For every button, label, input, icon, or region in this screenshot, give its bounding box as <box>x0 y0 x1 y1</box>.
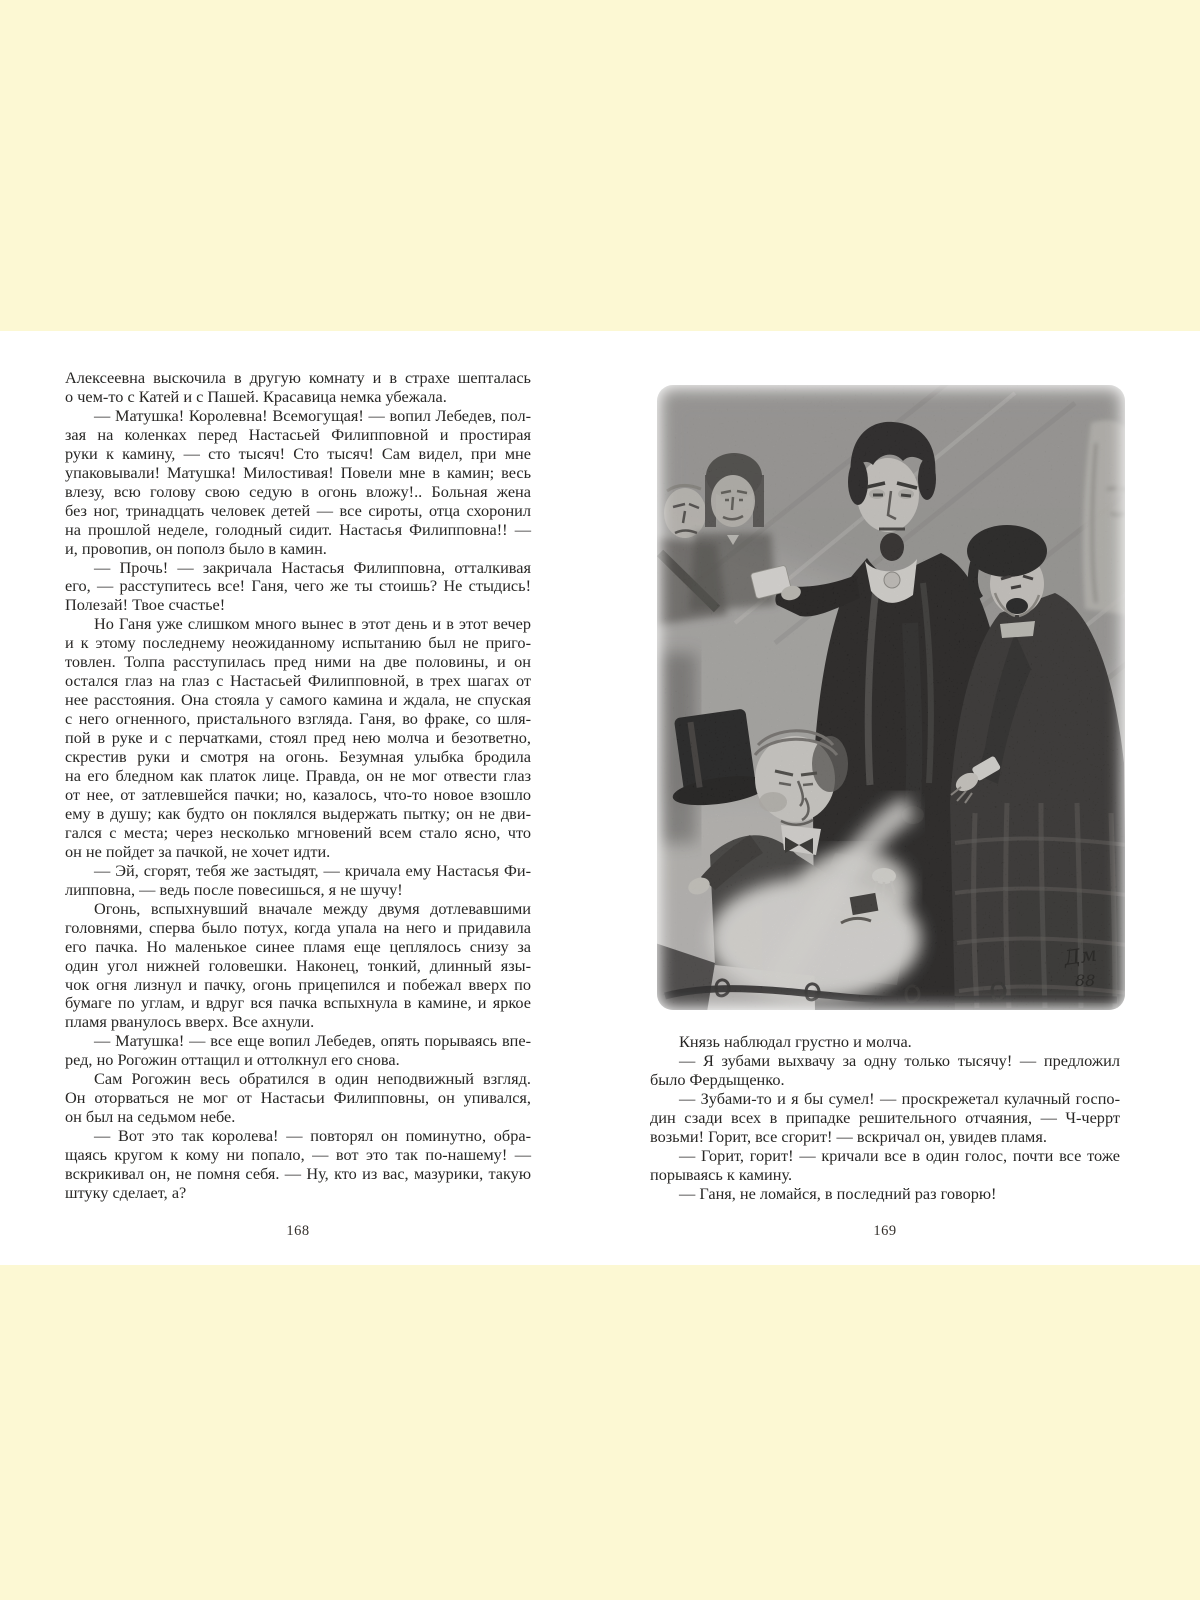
text-line: — Я зубами выхвачу за одну только тысячу! — предложил <box>679 1050 1120 1070</box>
text-line: Полезай! Твое счастье! <box>65 595 226 615</box>
charcoal-grain-light <box>655 383 1127 1012</box>
text-line: его, — расступитесь все! Ганя, чего же ты стоишь? Не стыдись! <box>65 576 531 596</box>
text-line: — Прочь! — закричала Настасья Филипповна, отталкивая <box>94 557 531 577</box>
artist-signature: Дм <box>1062 941 1099 970</box>
text-line: влезу, всю голову свою седую в огонь вложу!.. Больная жена <box>65 481 531 501</box>
text-line: скрестив руки и смотря на огонь. Безумная улыбка бродила <box>65 747 531 767</box>
text-line: чок огня лизнул и пачку, огонь прицепился и побежал вверх по <box>65 974 531 994</box>
text-line: — Эй, сгорят, тебя же застыдят, — кричала ему Настасья Фи- <box>94 860 531 880</box>
page-number-left: 168 <box>286 1223 310 1239</box>
text-line: дин сзади всех в припадке решительного отчаяния, — Ч-черрт <box>650 1107 1120 1127</box>
text-line: — Зубами-то и я бы сумел! — проскрежетал кулачный госпо- <box>679 1088 1120 1108</box>
text-line: один угол нижней головешки. Наконец, тонкий, длинный язы- <box>65 955 531 975</box>
text-line: щаясь кругом к кому ни попало, — вот это так по-нашему! — <box>65 1145 531 1165</box>
page-number-right: 169 <box>873 1223 897 1239</box>
text-line: было Фердыщенко. <box>650 1069 785 1089</box>
illustration-svg <box>655 383 1127 1012</box>
text-line: пой в руке и с перчатками, стоял пред нею молча и безответно, <box>65 728 531 748</box>
text-line: — Матушка! Королевна! Всемогущая! — вопил Лебедев, пол- <box>94 405 531 425</box>
text-line: упаковывали! Матушка! Милостивая! Повели мне в камин; весь <box>65 462 531 482</box>
text-line: пламя рванулось вверх. Все ахнули. <box>65 1012 315 1032</box>
text-line: Он оторваться не мог от Настасьи Филипповны, он упивался, <box>65 1088 531 1108</box>
text-line: он не пойдет за пачкой, не хочет идти. <box>65 841 331 861</box>
text-line: на прошлой неделе, голодный сидит. Настасья Филипповна!! — <box>65 519 531 539</box>
text-line: от нее, от затлевшейся пачки; но, казалось, что-то новое взошло <box>65 784 531 804</box>
text-line: руки к камину, — сто тысяч! Сто тысяч! Сам видел, при мне <box>65 443 531 463</box>
text-line: штуку сделает, а? <box>65 1182 187 1202</box>
text-line: его пачка. Но маленькое синее пламя еще цеплялось снизу за <box>65 936 531 956</box>
text-line: и к этому последнему неожиданному испытанию был не приго- <box>65 633 531 653</box>
text-line: ред, но Рогожин оттащил и оттолкнул его снова. <box>65 1050 400 1070</box>
right-page-text <box>650 1033 1120 1204</box>
text-line: зая на коленках перед Настасьей Филипповной и простирая <box>65 424 531 444</box>
text-line: вскрикивал он, не помня себя. — Ну, кто из вас, мазурики, такую <box>65 1164 531 1184</box>
text-line: — Ганя, не ломайся, в последний раз говорю! <box>679 1183 997 1203</box>
text-line: товлен. Толпа расступилась пред ними на две половины, и он <box>65 652 531 672</box>
text-line: без ног, тринадцать человек детей — все сироты, отца схоронил <box>65 500 531 520</box>
text-line: Сам Рогожин весь обратился в один неподвижный взгляд. <box>94 1069 531 1089</box>
book-illustration <box>655 383 1127 1012</box>
text-line: Огонь, вспыхнувший вначале между двумя дотлевавшими <box>94 898 531 918</box>
text-line: с него огненного, пристального взгляда. Ганя, во фраке, со шля- <box>65 709 531 729</box>
text-line: порываясь к камину. <box>650 1164 793 1184</box>
text-line: возьми! Горит, все сгорит! — вскричал он, увидев пламя. <box>650 1126 1047 1146</box>
text-line: — Матушка! — все еще вопил Лебедев, опять порываясь впе- <box>94 1031 531 1051</box>
left-page-text <box>65 369 531 1203</box>
text-line: Алексеевна выскочила в другую комнату и в страхе шепталась <box>65 368 531 387</box>
text-line: головнями, сперва было потух, когда упала на него и придавила <box>65 917 531 937</box>
text-line: липповна, — ведь после повесишься, я не шучу! <box>65 879 403 899</box>
text-line: остался глаз на глаз с Настасьей Филипповной, в трех шагах от <box>65 671 531 691</box>
text-line: Князь наблюдал грустно и молча. <box>679 1032 912 1051</box>
artist-signature-year: 88 <box>1075 971 1096 990</box>
text-line: — Вот это так королева! — повторял он поминутно, обра- <box>94 1126 531 1146</box>
text-line: и, провопив, он пополз было в камин. <box>65 538 327 558</box>
text-line: на его бледном как платок лице. Правда, он не мог отвести глаз <box>65 766 531 786</box>
text-line: гался с места; через несколько мгновений всем стало ясно, что <box>65 822 531 842</box>
text-line: Но Ганя уже слишком много вынес в этот день и в этот вечер <box>94 614 531 634</box>
text-line: — Горит, горит! — кричали все в один голос, почти все тоже <box>679 1145 1120 1165</box>
text-line: бумаге по углам, и вдруг вся пачка вспыхнула в камине, и яркое <box>65 993 531 1013</box>
text-line: нее расстояния. Она стояла у самого камина и ждала, не спуская <box>65 690 531 710</box>
text-line: о чем-то с Катей и с Пашей. Красавица немка убежала. <box>65 386 447 406</box>
text-line: ему в душу; как будто он поклялся выдержать пытку; он не дви- <box>65 803 531 823</box>
text-line: он был на седьмом небе. <box>65 1107 236 1127</box>
